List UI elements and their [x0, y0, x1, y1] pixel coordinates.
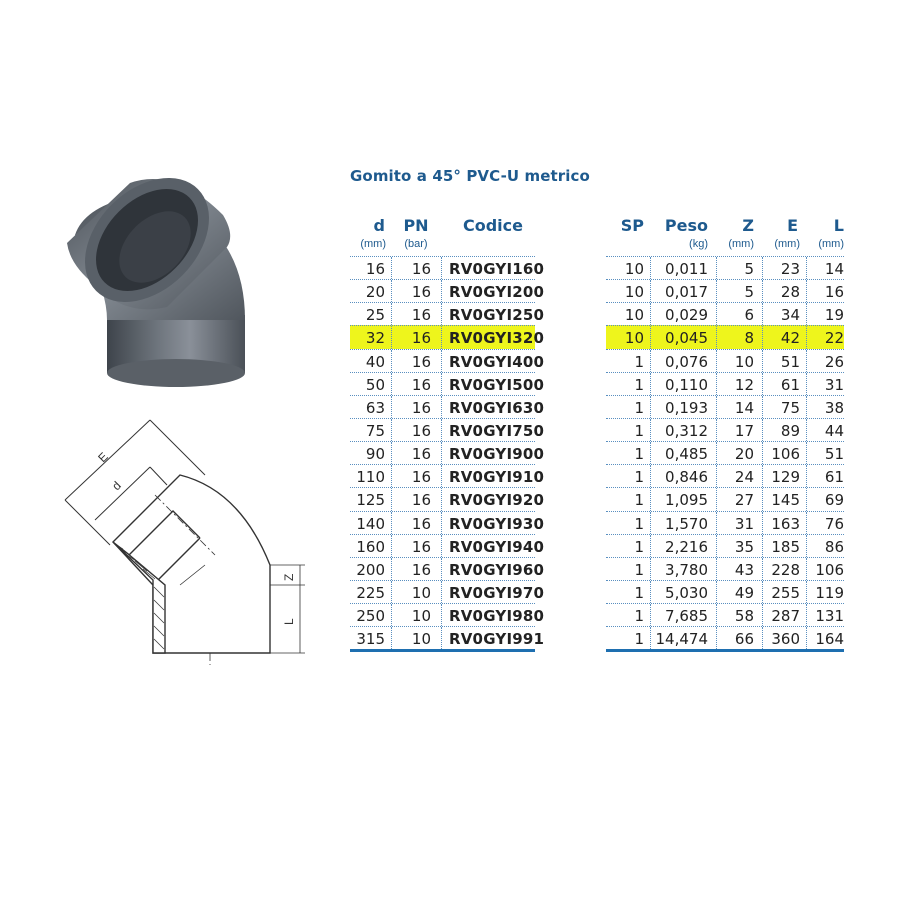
cell-pn: 16: [411, 491, 431, 510]
column-divider: [441, 303, 442, 325]
cell-pn: 16: [411, 514, 431, 533]
cell-d: 250: [356, 607, 385, 626]
column-divider: [441, 419, 442, 441]
cell-pn: 16: [411, 398, 431, 417]
cell-peso: 0,485: [665, 445, 708, 464]
cell-z: 66: [734, 630, 754, 649]
column-divider: [391, 535, 392, 557]
header-pn: PN: [403, 216, 429, 235]
table-row: [350, 256, 545, 279]
column-divider: [441, 442, 442, 464]
cell-codice: RV0GYI200: [449, 283, 545, 302]
column-divider: [441, 280, 442, 302]
cell-z: 17: [734, 421, 754, 440]
column-divider: [806, 558, 807, 580]
cell-codice: RV0GYI920: [449, 491, 545, 510]
table-row: [606, 557, 844, 580]
column-divider: [441, 535, 442, 557]
column-divider: [806, 373, 807, 395]
column-divider: [762, 396, 763, 418]
cell-sp: 10: [624, 329, 644, 348]
column-divider: [650, 303, 651, 325]
column-divider: [650, 604, 651, 626]
cell-sp: 1: [634, 398, 644, 417]
column-divider: [806, 396, 807, 418]
column-divider: [650, 442, 651, 464]
table-row: [606, 464, 844, 487]
table-row: [350, 557, 545, 580]
column-divider: [762, 257, 763, 279]
table-row: [606, 511, 844, 534]
column-divider: [716, 373, 717, 395]
column-divider: [391, 373, 392, 395]
table-row: [606, 441, 844, 464]
cell-sp: 10: [624, 306, 644, 325]
cell-sp: 1: [634, 352, 644, 371]
column-divider: [441, 396, 442, 418]
column-divider: [806, 465, 807, 487]
column-divider: [391, 465, 392, 487]
column-divider: [650, 350, 651, 372]
cell-peso: 0,312: [665, 421, 708, 440]
column-divider: [391, 419, 392, 441]
cell-d: 32: [365, 329, 385, 348]
column-divider: [650, 396, 651, 418]
cell-l: 22: [824, 329, 844, 348]
cell-l: 16: [824, 283, 844, 302]
cell-pn: 10: [411, 607, 431, 626]
header-peso: Peso: [664, 216, 708, 235]
cell-sp: 1: [634, 375, 644, 394]
cell-codice: RV0GYI970: [449, 583, 545, 602]
column-divider: [762, 558, 763, 580]
cell-pn: 16: [411, 537, 431, 556]
table-row: [350, 626, 545, 649]
cell-codice: RV0GYI160: [449, 260, 545, 278]
cell-e: 255: [771, 583, 800, 602]
column-divider: [762, 280, 763, 302]
column-divider: [716, 442, 717, 464]
header-z-unit: (mm): [728, 238, 754, 250]
cell-sp: 10: [624, 260, 644, 278]
cell-e: 89: [780, 421, 800, 440]
cell-peso: 2,216: [665, 537, 708, 556]
cell-z: 5: [744, 260, 754, 278]
cell-e: 360: [771, 630, 800, 649]
column-divider: [806, 257, 807, 279]
column-divider: [762, 465, 763, 487]
cell-codice: RV0GYI940: [449, 537, 545, 556]
cell-pn: 16: [411, 468, 431, 487]
column-divider: [650, 627, 651, 649]
header-z: Z: [742, 216, 754, 235]
cell-d: 225: [356, 583, 385, 602]
column-divider: [806, 303, 807, 325]
table-row: [606, 349, 844, 372]
cell-e: 61: [780, 375, 800, 394]
cell-l: 119: [815, 583, 844, 602]
cell-peso: 0,045: [665, 329, 708, 348]
cell-peso: 0,011: [665, 260, 708, 278]
cell-e: 185: [771, 537, 800, 556]
column-divider: [716, 350, 717, 372]
cell-codice: RV0GYI750: [449, 421, 545, 440]
cell-d: 20: [365, 283, 385, 302]
cell-pn: 16: [411, 421, 431, 440]
column-divider: [806, 419, 807, 441]
cell-z: 8: [744, 329, 754, 348]
cell-d: 75: [365, 421, 385, 440]
table-row: [606, 580, 844, 603]
table-row: [606, 395, 844, 418]
cell-e: 145: [771, 491, 800, 510]
column-divider: [441, 488, 442, 510]
cell-sp: 1: [634, 583, 644, 602]
column-divider: [762, 373, 763, 395]
table-row: [606, 256, 844, 279]
cell-codice: RV0GYI910: [449, 468, 545, 487]
column-divider: [716, 581, 717, 603]
column-divider: [806, 604, 807, 626]
cell-z: 27: [734, 491, 754, 510]
cell-z: 58: [734, 607, 754, 626]
column-divider: [650, 558, 651, 580]
header-l-unit: (mm): [818, 238, 844, 250]
cell-l: 19: [824, 306, 844, 325]
column-divider: [441, 558, 442, 580]
cell-sp: 1: [634, 491, 644, 510]
column-divider: [806, 350, 807, 372]
cell-codice: RV0GYI930: [449, 514, 545, 533]
table-row: [350, 395, 545, 418]
cell-z: 43: [734, 560, 754, 579]
column-divider: [441, 512, 442, 534]
cell-pn: 16: [411, 260, 431, 278]
cell-e: 42: [780, 329, 800, 348]
cell-pn: 10: [411, 583, 431, 602]
column-divider: [806, 488, 807, 510]
cell-l: 76: [824, 514, 844, 533]
cell-peso: 7,685: [665, 607, 708, 626]
cell-peso: 0,846: [665, 468, 708, 487]
column-divider: [716, 303, 717, 325]
column-divider: [391, 442, 392, 464]
column-divider: [391, 581, 392, 603]
header-pn-unit: (bar): [404, 238, 428, 250]
column-divider: [391, 558, 392, 580]
column-divider: [441, 257, 442, 279]
column-divider: [650, 326, 651, 348]
cell-codice: RV0GYI980: [449, 607, 545, 626]
cell-sp: 1: [634, 468, 644, 487]
table-row: [350, 511, 545, 534]
column-divider: [441, 627, 442, 649]
column-divider: [716, 558, 717, 580]
cell-sp: 1: [634, 607, 644, 626]
cell-l: 86: [824, 537, 844, 556]
column-divider: [762, 326, 763, 348]
column-divider: [391, 280, 392, 302]
table-row: [350, 534, 545, 557]
column-divider: [806, 581, 807, 603]
column-divider: [716, 465, 717, 487]
column-divider: [391, 396, 392, 418]
column-divider: [441, 350, 442, 372]
table-row: [606, 418, 844, 441]
column-divider: [650, 535, 651, 557]
cell-l: 44: [824, 421, 844, 440]
cell-pn: 16: [411, 329, 431, 348]
drawing-label-e: E: [95, 449, 111, 466]
table-row: [350, 302, 545, 325]
cell-sp: 1: [634, 445, 644, 464]
cell-codice: RV0GYI630: [449, 398, 545, 417]
cell-peso: 14,474: [655, 630, 708, 649]
cell-l: 26: [824, 352, 844, 371]
column-divider: [762, 488, 763, 510]
column-divider: [391, 604, 392, 626]
column-divider: [762, 419, 763, 441]
cell-d: 90: [365, 445, 385, 464]
cell-d: 110: [356, 468, 385, 487]
table-row: [350, 580, 545, 603]
table-row: [350, 441, 545, 464]
table-row: [606, 279, 844, 302]
cell-sp: 1: [634, 514, 644, 533]
page-title: Gomito a 45° PVC-U metrico: [350, 167, 590, 185]
column-divider: [716, 535, 717, 557]
drawing-label-d: d: [109, 478, 124, 494]
column-divider: [762, 535, 763, 557]
cell-sp: 1: [634, 560, 644, 579]
cell-pn: 16: [411, 375, 431, 394]
cell-z: 14: [734, 398, 754, 417]
column-divider: [441, 373, 442, 395]
cell-e: 51: [780, 352, 800, 371]
cell-d: 63: [365, 398, 385, 417]
cell-d: 200: [356, 560, 385, 579]
column-divider: [806, 280, 807, 302]
column-divider: [716, 604, 717, 626]
cell-peso: 3,780: [665, 560, 708, 579]
cell-peso: 0,017: [665, 283, 708, 302]
cell-peso: 1,570: [665, 514, 708, 533]
cell-l: 38: [824, 398, 844, 417]
table-row: [350, 279, 545, 302]
dimensions-table-left: [350, 256, 545, 649]
table-row: [350, 418, 545, 441]
cell-e: 129: [771, 468, 800, 487]
cell-z: 6: [744, 306, 754, 325]
column-divider: [806, 326, 807, 348]
column-divider: [391, 257, 392, 279]
column-divider: [762, 512, 763, 534]
cell-l: 51: [824, 445, 844, 464]
cell-peso: 5,030: [665, 583, 708, 602]
column-divider: [650, 581, 651, 603]
cell-codice: RV0GYI320: [449, 329, 545, 348]
cell-d: 160: [356, 537, 385, 556]
column-divider: [806, 535, 807, 557]
table-row: [606, 626, 844, 649]
cell-codice: RV0GYI250: [449, 306, 545, 325]
cell-d: 140: [356, 514, 385, 533]
table-row: [350, 372, 545, 395]
table-row: [606, 325, 844, 348]
cell-d: 25: [365, 306, 385, 325]
cell-e: 28: [780, 283, 800, 302]
column-divider: [762, 581, 763, 603]
cell-peso: 0,110: [665, 375, 708, 394]
column-divider: [806, 627, 807, 649]
cell-d: 50: [365, 375, 385, 394]
table-row: [606, 487, 844, 510]
cell-z: 24: [734, 468, 754, 487]
cell-pn: 16: [411, 445, 431, 464]
cell-sp: 10: [624, 283, 644, 302]
header-e-unit: (mm): [774, 238, 800, 250]
cell-z: 49: [734, 583, 754, 602]
table-row: [606, 372, 844, 395]
cell-pn: 16: [411, 283, 431, 302]
column-divider: [391, 326, 392, 348]
cell-sp: 1: [634, 421, 644, 440]
column-divider: [716, 326, 717, 348]
table-bottom-rule: [350, 649, 535, 652]
column-divider: [650, 419, 651, 441]
cell-peso: 0,029: [665, 306, 708, 325]
drawing-label-l: L: [282, 618, 296, 625]
column-divider: [716, 488, 717, 510]
cell-codice: RV0GYI400: [449, 352, 545, 371]
cell-d: 315: [356, 630, 385, 649]
header-sp: SP: [620, 216, 644, 235]
column-divider: [716, 396, 717, 418]
cell-peso: 1,095: [665, 491, 708, 510]
table-row: [350, 325, 545, 348]
cell-pn: 10: [411, 630, 431, 649]
column-divider: [391, 303, 392, 325]
table-row: [606, 603, 844, 626]
column-divider: [391, 350, 392, 372]
cell-e: 75: [780, 398, 800, 417]
cell-codice: RV0GYI991: [449, 630, 545, 649]
cell-z: 12: [734, 375, 754, 394]
cell-codice: RV0GYI900: [449, 445, 545, 464]
table-bottom-rule: [606, 649, 844, 652]
table-row: [606, 534, 844, 557]
cell-e: 228: [771, 560, 800, 579]
header-d: d: [373, 216, 385, 235]
cell-l: 69: [824, 491, 844, 510]
table-row: [350, 487, 545, 510]
column-divider: [650, 373, 651, 395]
cell-codice: RV0GYI960: [449, 560, 545, 579]
cell-sp: 1: [634, 630, 644, 649]
cell-z: 31: [734, 514, 754, 533]
cell-e: 23: [780, 260, 800, 278]
table-row: [350, 349, 545, 372]
cell-z: 35: [734, 537, 754, 556]
column-divider: [441, 604, 442, 626]
column-divider: [391, 488, 392, 510]
column-divider: [716, 627, 717, 649]
column-divider: [650, 488, 651, 510]
cell-l: 164: [815, 630, 844, 649]
drawing-label-z: Z: [282, 573, 296, 581]
table-row: [350, 464, 545, 487]
cell-pn: 16: [411, 352, 431, 371]
column-divider: [441, 581, 442, 603]
column-divider: [650, 465, 651, 487]
header-d-unit: (mm): [360, 238, 386, 250]
column-divider: [806, 442, 807, 464]
table-row: [606, 302, 844, 325]
cell-l: 106: [815, 560, 844, 579]
column-divider: [762, 442, 763, 464]
cell-sp: 1: [634, 537, 644, 556]
column-divider: [806, 512, 807, 534]
cell-l: 131: [815, 607, 844, 626]
column-divider: [650, 257, 651, 279]
cell-pn: 16: [411, 560, 431, 579]
elbow-product-photo: [55, 175, 270, 400]
table-row: [350, 603, 545, 626]
column-divider: [762, 303, 763, 325]
header-codice: Codice: [462, 216, 523, 235]
cell-e: 163: [771, 514, 800, 533]
column-divider: [441, 326, 442, 348]
cell-z: 5: [744, 283, 754, 302]
header-l: L: [833, 216, 844, 235]
column-divider: [441, 465, 442, 487]
cell-e: 34: [780, 306, 800, 325]
cell-d: 125: [356, 491, 385, 510]
cell-l: 61: [824, 468, 844, 487]
cell-e: 106: [771, 445, 800, 464]
cell-peso: 0,076: [665, 352, 708, 371]
column-divider: [716, 512, 717, 534]
column-divider: [762, 350, 763, 372]
column-divider: [716, 419, 717, 441]
header-peso-unit: (kg): [689, 238, 708, 250]
header-e: E: [787, 216, 798, 235]
column-divider: [762, 604, 763, 626]
column-divider: [716, 257, 717, 279]
column-divider: [391, 627, 392, 649]
column-divider: [650, 512, 651, 534]
cell-d: 16: [365, 260, 385, 278]
cell-e: 287: [771, 607, 800, 626]
cell-codice: RV0GYI500: [449, 375, 545, 394]
column-divider: [716, 280, 717, 302]
column-divider: [650, 280, 651, 302]
column-divider: [762, 627, 763, 649]
cell-l: 31: [824, 375, 844, 394]
dimensions-table-right: [606, 256, 844, 649]
cell-pn: 16: [411, 306, 431, 325]
cell-z: 10: [734, 352, 754, 371]
cell-d: 40: [365, 352, 385, 371]
cell-peso: 0,193: [665, 398, 708, 417]
cell-l: 14: [824, 260, 844, 278]
column-divider: [391, 512, 392, 534]
cell-z: 20: [734, 445, 754, 464]
elbow-technical-drawing: [55, 415, 345, 665]
